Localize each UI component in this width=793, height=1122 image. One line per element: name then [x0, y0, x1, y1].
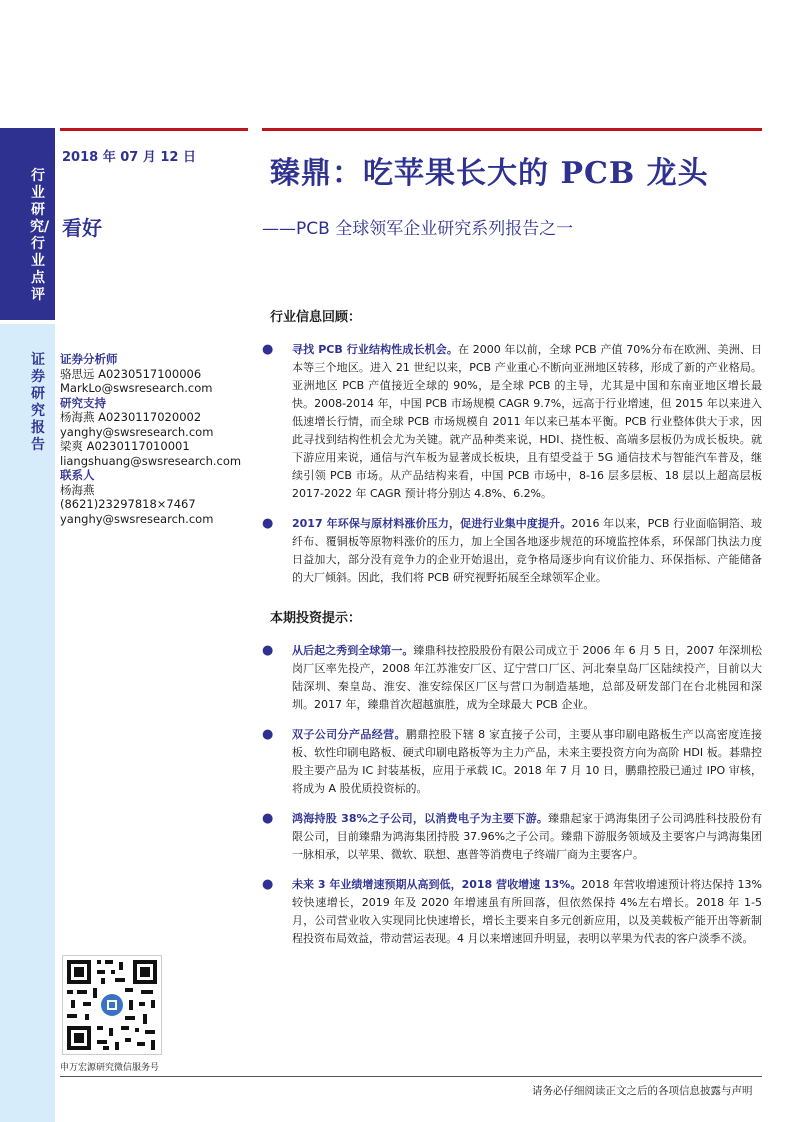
analyst-email[interactable]: MarkLo@swsresearch.com — [60, 381, 213, 395]
analyst-block — [60, 352, 260, 526]
date-rule — [60, 128, 248, 131]
bullet-icon: ● — [262, 877, 274, 892]
list-item — [262, 726, 762, 798]
section-heading: 行业信息回顾： — [270, 310, 362, 325]
list-item — [262, 810, 762, 864]
analyst-role: 证券分析师 — [60, 352, 118, 366]
bullet-lead: 双子公司分产品经营。 — [292, 728, 406, 741]
bullet-text: 臻鼎科技控股股份有限公司成立于 2006 年 6 月 5 日，2007 年深圳松岗厂区率先投产，2008 年江苏淮安厂区、辽宁营口厂区、河北秦皇岛厂区陆续投产，目前以大陆深圳、秦皇岛、淮安、淮安综保区厂区与营口为制造基地，总部及研发部门在台北桃园和深圳。2017 年，臻鼎首次超越旗胜，成为全球最大 PCB 企业。 — [292, 644, 762, 711]
bullet-text: 鹏鼎控股下辖 8 家直接子公司，主要从事印刷电路板生产以高密度连接板、软性印刷电路板、硬式印刷电路板等为主力产品，未来主要投资方向为高阶 HDI 板。碁鼎控股主要产品为 IC 封装基板，应用于承载 IC。2018 年 7 月 10 日，鹏鼎控股已通过 IPO 审核，将成为 A 股优质投资标的。 — [292, 728, 762, 795]
bullet-lead: 鸿海持股 38%之子公司，以消费电子为主要下游。 — [292, 812, 549, 825]
section-heading: 本期投资提示： — [270, 611, 362, 626]
bullet-text: 在 2000 年以前，全球 PCB 产值 70%分布在欧洲、美洲、日本等三个地区。进入 21 世纪以来，PCB 产业重心不断向亚洲地区转移，形成了新的产业格局。亚洲地区 PCB 产值接近全球的 90%，是全球 PCB 的主导，尤其是中国和东南亚地区增长最快。2008-2014 年，中国 PCB 市场规模 CAGR 9.7%，远高于行业增速，但 2015 年以来进入低速增长行情，而全球 PCB 市场规模自 2011 年以来已基本平衡。PCB 行业整体供大于求，因此寻找到结构性机会尤为关键。就产品种类来说，HDI、挠性板、高端多层板仍为成长板块。就下游应用来说，通信与汽车板为显著成长板块，且有望受益于 5G 通信技术与智能汽车普及，继续引领 PCB 市场。从产品结构来看，中国 PCB 市场中，8-16 层多层板、18 层以上超高层板 2017-2022 年 CAGR 预计将分别达 4.8%、6.2%。 — [292, 343, 762, 500]
bullet-lead: 未来 3 年业绩增速预期从高到低，2018 营收增速 13%。 — [292, 878, 582, 891]
analyst-line: 杨海燕 — [60, 482, 95, 497]
bullet-text: 2016 年以来，PCB 行业面临铜箔、玻纤布、覆铜板等原物料涨价的压力，加上全国各地逐步规范的环境监控体系，环保部门执法力度日益加大，部分没有竞争力的企业开始退出，竞争格局逐步向有议价能力、环保指标、产能储备的大厂倾斜。因此，我们将 PCB 研究视野拓展至全球领军企业。 — [292, 517, 762, 584]
list-item — [262, 341, 762, 503]
analyst-role: 研究支持 — [60, 395, 106, 410]
report-rating: 看好 — [62, 216, 102, 240]
bullet-icon: ● — [262, 811, 274, 826]
analyst-email[interactable]: liangshuang@swsresearch.com — [60, 453, 242, 468]
analyst-phone: (8621)23297818×7467 — [60, 497, 196, 511]
list-item — [262, 876, 762, 948]
report-subtitle: ——PCB 全球领军企业研究系列报告之一 — [262, 219, 574, 239]
qr-code-icon — [62, 955, 162, 1055]
analyst-email[interactable]: yanghy@swsresearch.com — [60, 511, 214, 526]
bullet-icon: ● — [262, 516, 274, 531]
sidebar-brand: 证券研究报告 — [31, 352, 45, 453]
list-item — [262, 642, 762, 714]
bullet-icon: ● — [262, 342, 274, 357]
footer-divider — [60, 1076, 762, 1077]
bullet-text: 2018 年营收增速预计将达保持 13%较快速增长，2019 年及 2020 年增速虽有所回落，但依然保持 4%左右增长。2018 年 1-5 月，公司营业收入实现同比快速增长，增长主要来自多元创新应用，以及美载板产能开出等新制程投资布局效益，带动营运表现。4 月以来增速回升明显，表明以苹果为代表的客户淡季不淡。 — [292, 878, 763, 945]
sidebar-category: 行业研究/行业点评 — [30, 168, 50, 303]
list-item — [262, 515, 762, 587]
bullet-icon: ● — [262, 727, 274, 742]
report-date: 2018 年 07 月 12 日 — [62, 150, 196, 165]
report-title: 臻鼎：吃苹果长大的 PCB 龙头 — [270, 156, 709, 191]
analyst-role: 联系人 — [60, 468, 95, 482]
footer-disclaimer: 请务必仔细阅读正文之后的各项信息披露与声明 — [532, 1085, 753, 1097]
bullet-icon: ● — [262, 643, 274, 658]
sidebar-bottom-band — [0, 324, 55, 1122]
qr-caption: 申万宏源研究微信服务号 — [60, 1063, 160, 1073]
analyst-line: 杨海燕 A0230117020002 — [60, 410, 202, 424]
title-rule — [262, 128, 762, 131]
analyst-line: 梁爽 A0230117010001 — [60, 439, 190, 453]
analyst-line: 骆思远 A0230517100006 — [60, 366, 202, 381]
bullet-text: 臻鼎起家于鸿海集团子公司鸿胜科技股份有限公司，目前臻鼎为鸿海集团持股 37.96%之子公司。臻鼎下游服务领域及主要客户与鸿海集团一脉相承，以苹果、微软、联想、惠普等消费电子终端厂商为主要客户。 — [292, 812, 762, 861]
bullet-lead: 从后起之秀到全球第一。 — [292, 644, 414, 657]
analyst-email[interactable]: yanghy@swsresearch.com — [60, 424, 214, 439]
main-content — [262, 306, 762, 960]
bullet-lead: 寻找 PCB 行业结构性成长机会。 — [292, 343, 459, 356]
bullet-lead: 2017 年环保与原材料涨价压力，促进行业集中度提升。 — [292, 517, 572, 530]
qr-code-graphic — [63, 956, 161, 1054]
